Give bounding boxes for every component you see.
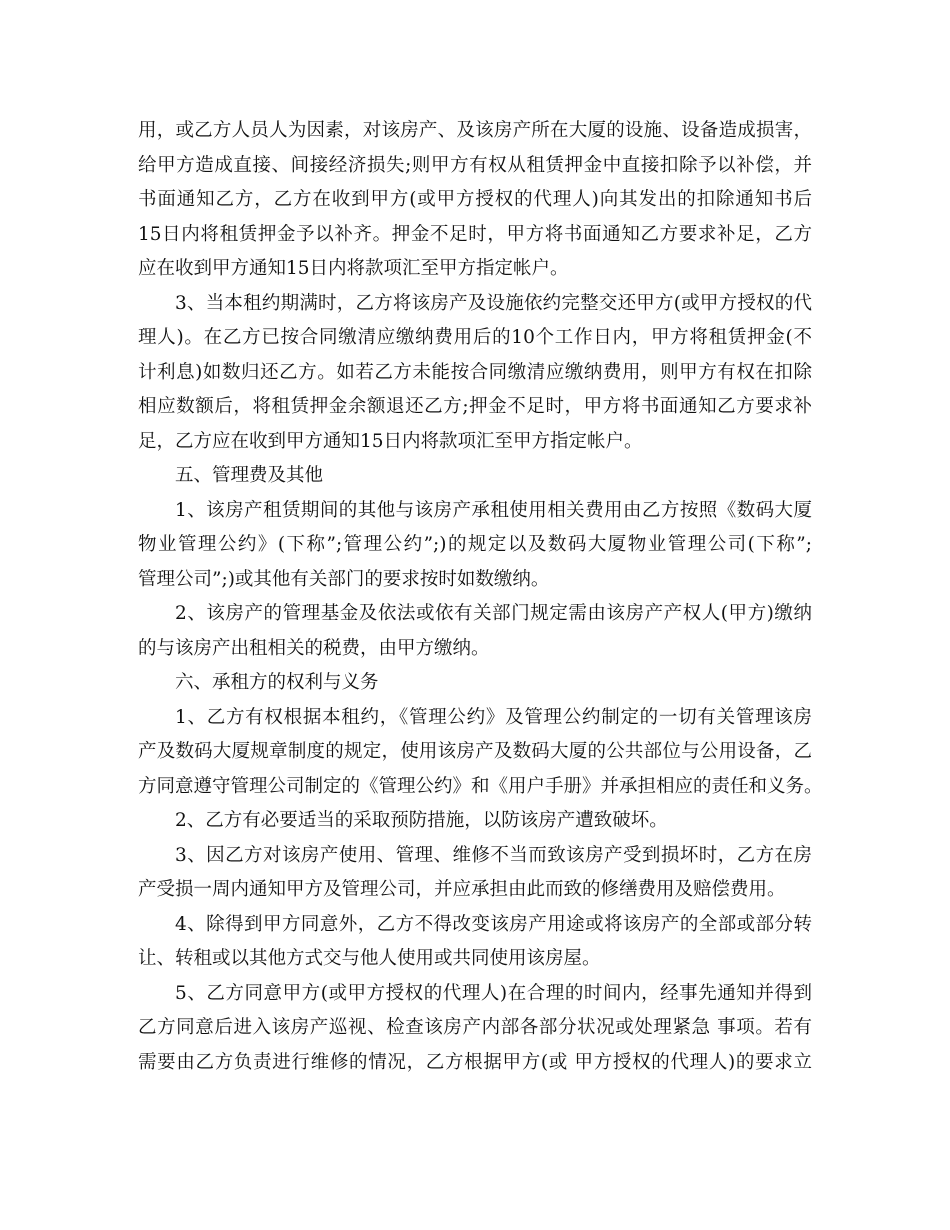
paragraph-line: 用，或乙方人员人为因素，对该房产、及该房产所在大厦的设施、设备造成损害， [138, 120, 812, 141]
paragraph-line: 产及数码大厦规章制度的规定，使用该房产及数码大厦的公共部位与公用设备，乙 [138, 741, 812, 762]
section-heading: 六、承租方的权利与义务 [175, 672, 379, 693]
paragraph-line: 让、转租或以其他方式交与他人使用或共同使用该房屋。 [138, 948, 601, 969]
paragraph-line: 1、该房产租赁期间的其他与该房产承租使用相关费用由乙方按照《数码大厦 [175, 499, 812, 521]
paragraph-line: 物业管理公约》(下称”;管理公约”;)的规定以及数码大厦物业管理公司(下称”; [138, 534, 812, 555]
paragraph-line: 应在收到甲方通知15日内将款项汇至甲方指定帐户。 [138, 258, 569, 279]
paragraph-line: 产受损一周内通知甲方及管理公司，并应承担由此而致的修缮费用及赔偿费用。 [138, 879, 786, 900]
paragraph-line: 1、乙方有权根据本租约，《管理公约》及管理公约制定的一切有关管理该房 [175, 706, 812, 728]
paragraph-line: 理人)。在乙方已按合同缴清应缴纳费用后的10个工作日内，甲方将租赁押金(不 [138, 327, 812, 348]
section-heading: 五、管理费及其他 [175, 465, 324, 486]
paragraph-line: 管理公司”;)或其他有关部门的要求按时如数缴纳。 [138, 568, 550, 590]
paragraph-line: 2、乙方有必要适当的采取预防措施，以防该房产遭致破坏。 [175, 810, 668, 831]
paragraph-line: 方同意遵守管理公司制定的《管理公约》和《用户手册》并承担相应的责任和义务。 [138, 775, 823, 797]
paragraph-line: 足，乙方应在收到甲方通知15日内将款项汇至甲方指定帐户。 [138, 430, 643, 452]
paragraph-line: 计利息)如数归还乙方。如若乙方未能按合同缴清应缴纳费用，则甲方有权在扣除 [138, 361, 812, 383]
paragraph-line: 需要由乙方负责进行维修的情况，乙方根据甲方(或 甲方授权的代理人)的要求立 [138, 1051, 812, 1073]
paragraph-line: 15日内将租赁押金予以补齐。押金不足时，甲方将书面通知乙方要求补足，乙方 [138, 223, 812, 245]
paragraph-line: 乙方同意后进入该房产巡视、检查该房产内部各部分状况或处理紧急 事项。若有 [138, 1017, 812, 1038]
paragraph-line: 4、除得到甲方同意外，乙方不得改变该房产用途或将该房产的全部或部分转 [175, 913, 812, 935]
paragraph-line: 给甲方造成直接、间接经济损失;则甲方有权从租赁押金中直接扣除予以补偿，并 [138, 154, 812, 176]
paragraph-line: 5、乙方同意甲方(或甲方授权的代理人)在合理的时间内，经事先通知并得到 [175, 982, 812, 1004]
document-page [138, 114, 823, 1080]
paragraph-line: 相应数额后，将租赁押金余额退还乙方;押金不足时，甲方将书面通知乙方要求补 [138, 396, 812, 417]
paragraph-line: 3、当本租约期满时，乙方将该房产及设施依约完整交还甲方(或甲方授权的代 [175, 292, 812, 314]
paragraph-line: 2、该房产的管理基金及依法或依有关部门规定需由该房产产权人(甲方)缴纳 [175, 603, 812, 624]
paragraph-line: 3、因乙方对该房产使用、管理、维修不当而致该房产受到损坏时，乙方在房 [175, 844, 812, 866]
paragraph-line: 的与该房产出租相关的税费，由甲方缴纳。 [138, 637, 490, 659]
paragraph-line: 书面通知乙方，乙方在收到甲方(或甲方授权的代理人)向其发出的扣除通知书后 [138, 189, 812, 210]
